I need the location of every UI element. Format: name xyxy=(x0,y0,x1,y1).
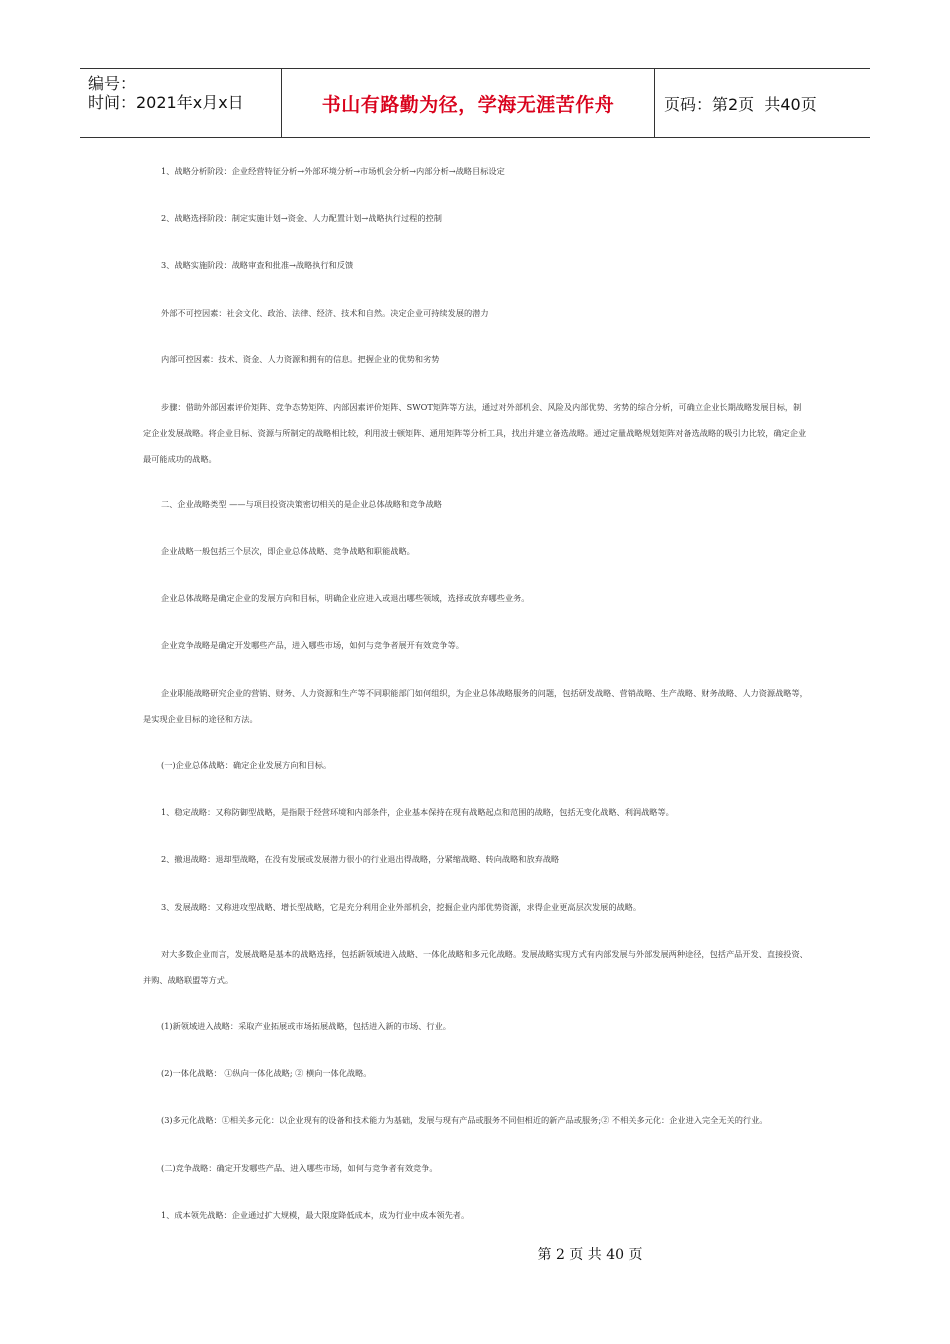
page-footer: 第 2 页 共 40 页 xyxy=(537,1247,643,1263)
paragraph-2: 2、战略选择阶段：制定实施计划→资金、人力配置计划→战略执行过程的控制 xyxy=(161,213,442,223)
paragraph-19: (3)多元化战略：①相关多元化：以企业现有的设备和技术能力为基础，发展与现有产品或服务不同但相近的新产品或服务;② 不相关多元化：企业进入完全无关的行业。 xyxy=(161,1115,768,1125)
header-page-info: 页码：第2页 共40页 xyxy=(664,94,817,114)
paragraph-11: 企业职能战略研究企业的营销、财务、人力资源和生产等不同职能部门如何组织，为企业总体战略服务的问题，包括研发战略、营销战略、生产战略、财务战略、人力资源战略等，是实现企业目标的途径和方法。 xyxy=(143,688,808,724)
document-time-label: 时间：2021年x月x日 xyxy=(88,93,244,112)
paragraph-8: 企业战略一般包括三个层次，即企业总体战略、竞争战略和职能战略。 xyxy=(161,546,415,556)
paragraph-5: 内部可控因素：技术、资金、人力资源和拥有的信息。把握企业的优势和劣势 xyxy=(161,354,440,364)
paragraph-1: 1、战略分析阶段：企业经营特征分析→外部环境分析→市场机会分析→内部分析→战略目标设定 xyxy=(161,166,505,176)
paragraph-9: 企业总体战略是确定企业的发展方向和目标，明确企业应进入或退出哪些领域，选择或放弃哪些业务。 xyxy=(161,593,530,603)
paragraph-18: (2)一体化战略： ①纵向一体化战略; ② 横向一体化战略。 xyxy=(161,1068,372,1078)
paragraph-3: 3、战略实施阶段：战略审查和批准→战略执行和反馈 xyxy=(161,260,354,270)
paragraph-6: 步骤：借助外部因素评价矩阵、竞争态势矩阵、内部因素评价矩阵、SWOT矩阵等方法，通过对外部机会、风险及内部优势、劣势的综合分析，可确立企业长期战略发展目标，制定企业发展战略。将企业目标、资源与所制定的战略相比较，利用波士顿矩阵、通用矩阵等分析工具，找出并建立备选战略。通过定量战略规划矩阵对备选战略的吸引力比较，确定企业最可能成功的战略。 xyxy=(143,402,807,464)
paragraph-7: 二、企业战略类型 ——与项目投资决策密切相关的是企业总体战略和竞争战略 xyxy=(161,499,442,509)
paragraph-20: (二)竞争战略：确定开发哪些产品、进入哪些市场，如何与竞争者有效竞争。 xyxy=(161,1163,438,1173)
paragraph-17: (1)新领域进入战略：采取产业拓展或市场拓展战略，包括进入新的市场、行业。 xyxy=(161,1021,451,1031)
paragraph-21: 1、成本领先战略：企业通过扩大规模，最大限度降低成本，成为行业中成本领先者。 xyxy=(161,1210,470,1220)
paragraph-4: 外部不可控因素：社会文化、政治、法律、经济、技术和自然。决定企业可持续发展的潜力 xyxy=(161,308,489,318)
paragraph-12: (一)企业总体战略：确定企业发展方向和目标。 xyxy=(161,760,332,770)
header-meta xyxy=(80,69,281,137)
document-number-label: 编号： xyxy=(88,74,137,93)
page-header xyxy=(80,68,870,138)
paragraph-13: 1、稳定战略：又称防御型战略，是指限于经营环境和内部条件，企业基本保持在现有战略起点和范围的战略，包括无变化战略、利润战略等。 xyxy=(161,807,674,817)
paragraph-16: 对大多数企业而言，发展战略是基本的战略选择，包括新领域进入战略、一体化战略和多元化战略。发展战略实现方式有内部发展与外部发展两种途径，包括产品开发、直接投资、并购、战略联盟等方式。 xyxy=(143,949,808,985)
header-motto: 书山有路勤为径，学海无涯苦作舟 xyxy=(281,69,655,137)
paragraph-15: 3、发展战略：又称进攻型战略、增长型战略，它是充分利用企业外部机会，挖掘企业内部优势资源，求得企业更高层次发展的战略。 xyxy=(161,902,642,912)
paragraph-14: 2、撤退战略：退却型战略，在没有发展或发展潜力很小的行业退出得战略，分紧缩战略、转向战略和放弃战略 xyxy=(161,854,560,864)
paragraph-10: 企业竞争战略是确定开发哪些产品，进入哪些市场，如何与竞争者展开有效竞争等。 xyxy=(161,640,464,650)
